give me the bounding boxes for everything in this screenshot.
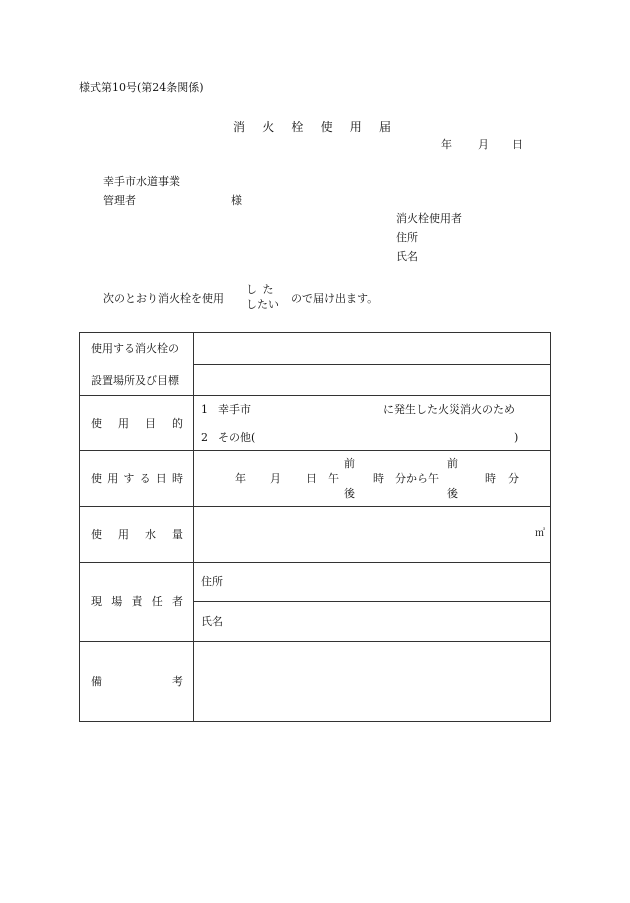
row-divider [80,641,551,642]
title-char: 使 [320,120,333,134]
supervisor-label-char: 場 [111,595,123,608]
applicant-address-label: 住所 [396,231,418,244]
datetime-minute: 分 [508,472,519,485]
supervisor-label [91,596,183,607]
volume-label-char: 水 [145,528,156,541]
datetime-hour-2: 時 [485,472,496,485]
purpose-label-char: 用 [118,417,129,430]
location-label-line1: 使用する消火栓の [91,342,179,355]
volume-label-char: 用 [118,528,129,541]
datetime-hour-1: 時 [373,472,384,485]
applicant-name-label: 氏名 [396,250,418,263]
purpose-label-char: 的 [172,417,183,430]
datetime-label-char: る [139,472,151,485]
purpose-1-number: 1 [201,403,208,416]
page-title [233,121,391,133]
purpose-label-char: 目 [145,417,156,430]
supervisor-address-label: 住所 [201,575,223,588]
supervisor-address-field[interactable] [230,568,546,596]
supervisor-name-label: 氏名 [201,615,223,628]
purpose-label-char: 使 [91,417,102,430]
application-table [79,332,551,722]
datetime-noon-1: 午 [328,472,339,485]
row-divider [80,562,551,563]
title-char: 火 [262,120,275,134]
applicant-role: 消火栓使用者 [396,212,462,225]
remarks-label-char: 考 [172,675,183,688]
purpose-1-text: 幸手市 [218,403,251,416]
statement-prefix: 次のとおり消火栓を使用 [103,292,224,305]
volume-field[interactable] [198,511,528,557]
date-month-label: 月 [478,138,489,151]
row-divider [80,395,551,396]
statement-option-future: したい [246,298,279,311]
datetime-am-1: 前 [344,457,355,470]
volume-label-char: 量 [172,528,183,541]
volume-label-char: 使 [91,528,102,541]
row-divider [80,506,551,507]
supervisor-label-char: 責 [131,595,143,608]
volume-label [91,529,183,540]
purpose-2-close: ) [514,431,519,444]
purpose-label [91,418,183,429]
volume-unit: ㎥ [535,528,545,539]
datetime-label-char: 日 [155,472,167,485]
target-field[interactable] [198,368,546,392]
remarks-label-char: 備 [91,675,102,688]
datetime-month: 月 [270,472,281,485]
table-column-divider [193,333,194,721]
datetime-from: 分から午 [395,472,439,485]
remarks-field[interactable] [198,647,546,717]
statement-option-past: し た [246,283,275,296]
title-char: 消 [233,120,246,134]
datetime-am-2: 前 [447,457,458,470]
supervisor-label-char: 者 [172,595,183,608]
addressee-org: 幸手市水道事業 [103,175,180,188]
datetime-label-char: 時 [171,472,183,485]
purpose-2-number: 2 [201,431,208,444]
location-field[interactable] [198,337,546,361]
datetime-pm-2: 後 [447,487,458,500]
purpose-2-text: その他( [218,431,256,444]
title-char: 用 [349,120,362,134]
date-year-label: 年 [441,138,452,151]
form-number: 様式第10号(第24条関係) [79,81,204,94]
date-day-label: 日 [512,138,523,151]
datetime-label [91,473,183,484]
supervisor-label-char: 現 [91,595,102,608]
supervisor-row-split [193,601,551,602]
statement-suffix: ので届け出ます。 [291,292,379,305]
supervisor-label-char: 任 [151,595,163,608]
datetime-label-char: 使 [91,472,102,485]
supervisor-name-field[interactable] [230,607,546,635]
datetime-label-char: 用 [107,472,119,485]
location-label-line2: 設置場所及び目標 [91,374,179,387]
row-divider [80,450,551,451]
addressee-manager: 管理者 [103,194,136,207]
location-row-split [193,364,551,365]
datetime-day: 日 [306,472,317,485]
title-char: 届 [378,120,391,134]
datetime-year: 年 [235,472,246,485]
title-char: 栓 [291,120,304,134]
purpose-1-tail: に発生した火災消火のため [383,403,515,416]
datetime-pm-1: 後 [344,487,355,500]
remarks-label [91,676,183,687]
datetime-label-char: す [123,472,135,485]
addressee-honorific: 様 [231,194,242,207]
